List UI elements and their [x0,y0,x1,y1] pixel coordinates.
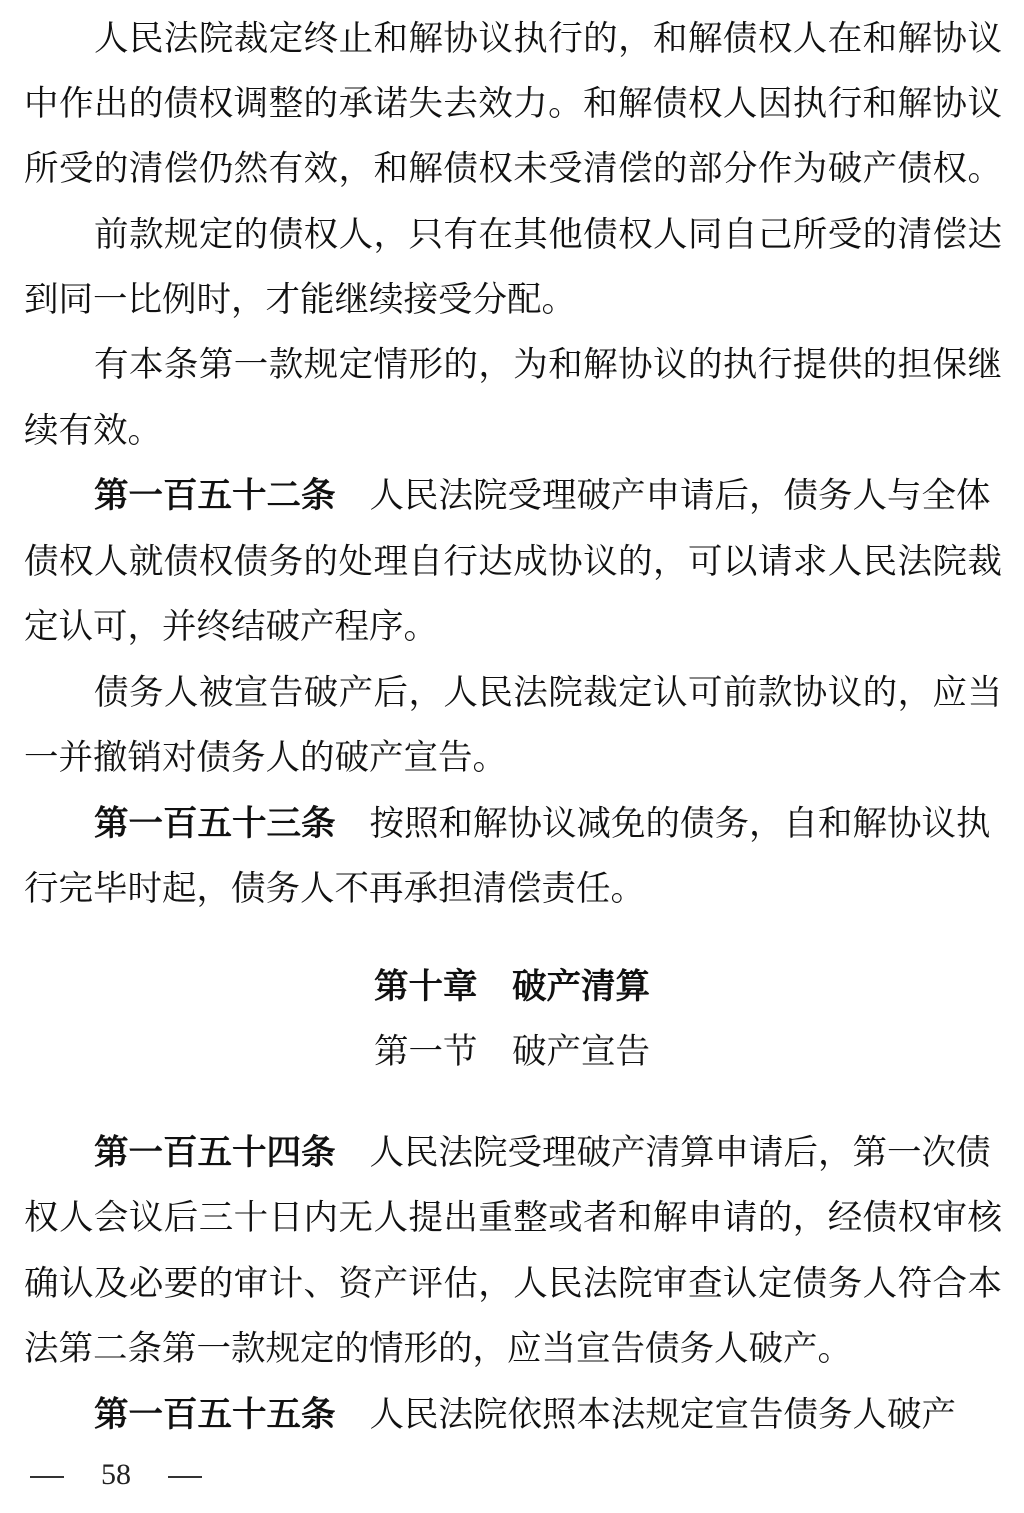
paragraph-line: 法第二条第一款规定的情形的，应当宣告债务人破产。 [24,1329,852,1369]
paragraph-line: 行完毕时起，债务人不再承担清偿责任。 [24,869,645,909]
article-155-text: 人民法院依照本法规定宣告债务人破产 [369,1395,956,1435]
paragraph-line: 中作出的债权调整的承诺失去效力。和解债权人因执行和解协议 [24,84,1002,124]
paragraph-line: 所受的清偿仍然有效，和解债权未受清偿的部分作为破产债权。 [24,149,1002,189]
paragraph-line: 定认可，并终结破产程序。 [24,607,438,647]
article-152-text: 人民法院受理破产申请后，债务人与全体 [369,476,991,516]
paragraph-line: 续有效。 [24,411,162,451]
article-152-title: 第一百五十二条 [94,476,336,516]
footer-dash-right [168,1476,202,1478]
section-heading: 第一节 破产宣告 [374,1032,650,1072]
paragraph-line: 确认及必要的审计、资产评估，人民法院审查认定债务人符合本 [24,1264,1002,1304]
paragraph-line: 人民法院裁定终止和解协议执行的，和解债权人在和解协议 [94,19,1002,59]
article-153-title: 第一百五十三条 [94,804,336,844]
article-154-first-line [94,1128,1002,1178]
paragraph-line: 债权人就债权债务的处理自行达成协议的，可以请求人民法院裁 [24,542,1002,582]
paragraph-line: 债务人被宣告破产后，人民法院裁定认可前款协议的，应当 [94,673,1002,713]
paragraph-line: 权人会议后三十日内无人提出重整或者和解申请的，经债权审核 [24,1198,1002,1238]
paragraph-line: 到同一比例时，才能继续接受分配。 [24,280,576,320]
article-154-text: 人民法院受理破产清算申请后，第一次债 [369,1133,991,1173]
chapter-heading: 第十章 破产清算 [374,967,650,1007]
article-153-text: 按照和解协议减免的债务，自和解协议执 [369,804,991,844]
article-153-first-line [94,799,1002,849]
article-154-title: 第一百五十四条 [94,1133,336,1173]
footer-dash-left [30,1476,64,1478]
page-footer [30,1450,202,1500]
article-155-title: 第一百五十五条 [94,1395,336,1435]
article-155-first-line [94,1390,1002,1440]
page-number: 58 [101,1458,131,1491]
article-152-first-line [94,471,1002,521]
paragraph-line: 有本条第一款规定情形的，为和解协议的执行提供的担保继 [94,345,1002,385]
paragraph-line: 一并撤销对债务人的破产宣告。 [24,738,507,778]
paragraph-line: 前款规定的债权人，只有在其他债权人同自己所受的清偿达 [94,215,1002,255]
